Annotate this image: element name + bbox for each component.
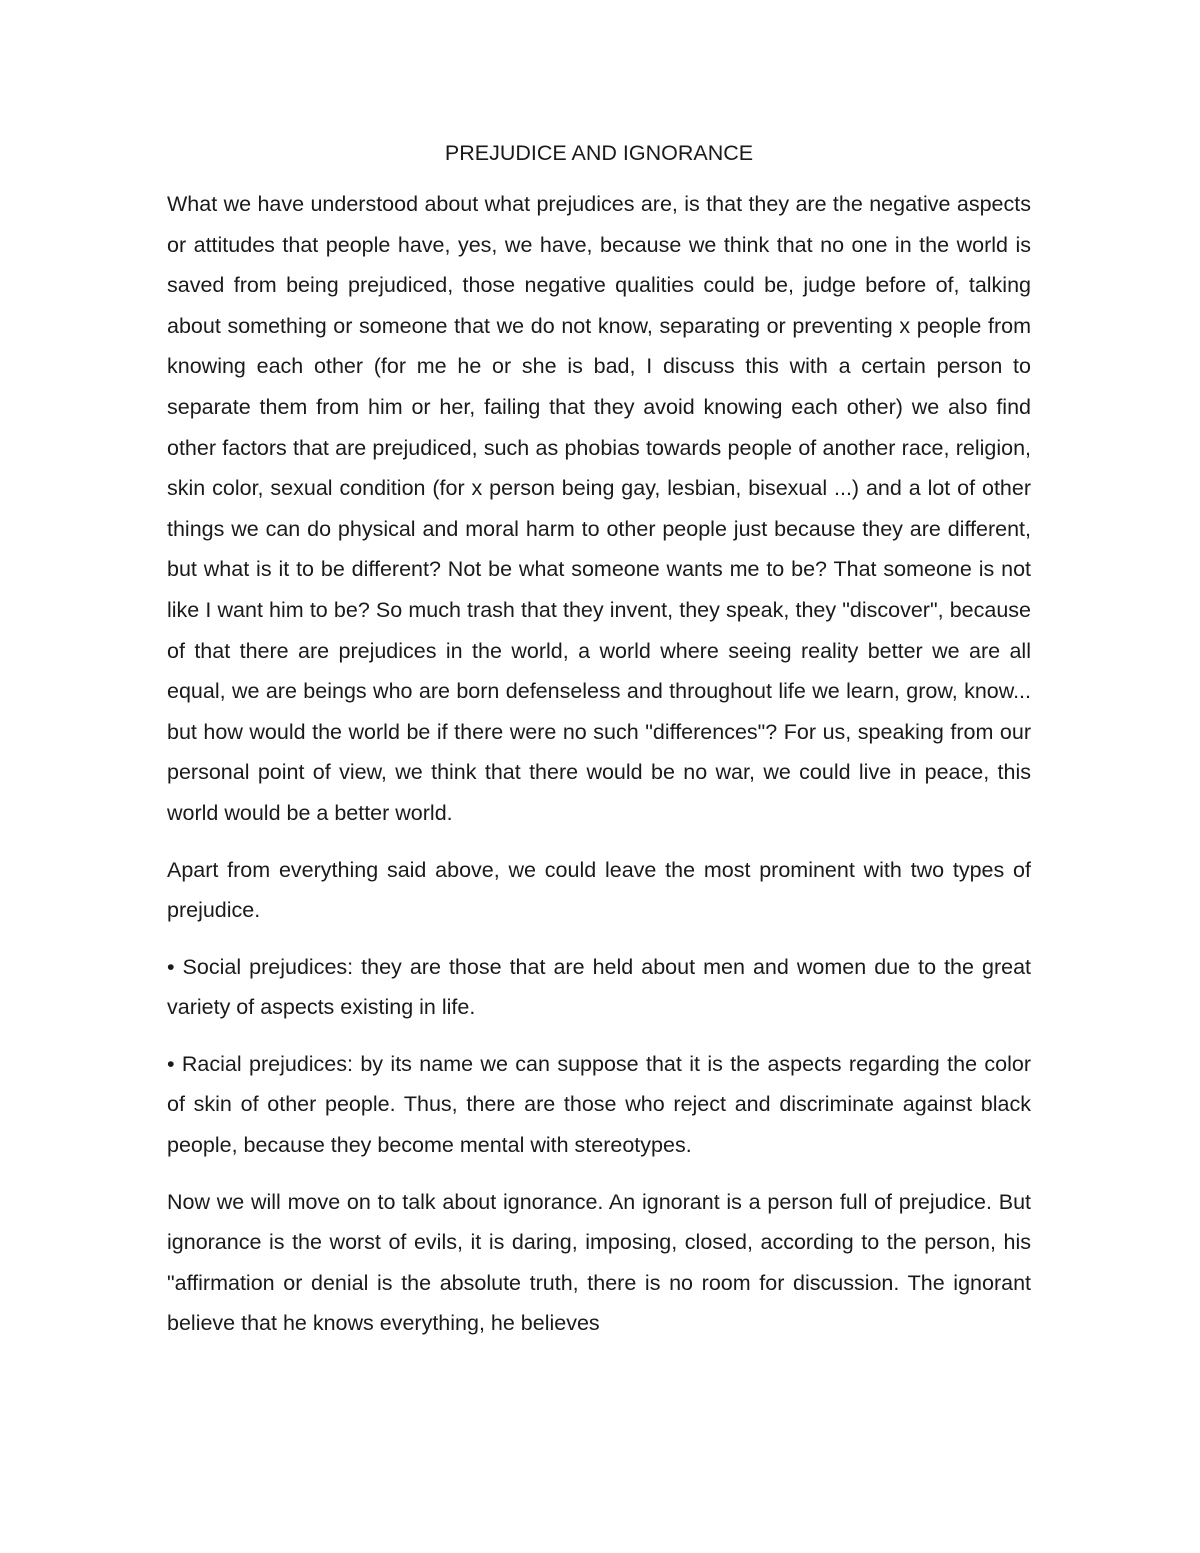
document-title: PREJUDICE AND IGNORANCE bbox=[444, 141, 754, 165]
paragraph-types-intro: Apart from everything said above, we could leave the most prominent with two types of prejudice. bbox=[167, 857, 1031, 923]
document-body bbox=[167, 138, 1031, 1344]
paragraph-ignorance: Now we will move on to talk about ignorance. An ignorant is a person full of prejudice. But ignorance is the worst of evils, it is daring, imposing, closed, according to the person, his "affirmation or denial is the absolute truth, there is no room for discussion. The ignorant believe that he knows everything, he believes bbox=[167, 1189, 1031, 1336]
bullet-racial-prejudices: • Racial prejudices: by its name we can suppose that it is the aspects regarding the color of skin of other people. Thus, there are those who reject and discriminate against black people, because they become mental with stereotypes. bbox=[167, 1051, 1031, 1158]
bullet-social-prejudices: • Social prejudices: they are those that are held about men and women due to the great variety of aspects existing in life. bbox=[167, 954, 1031, 1020]
paragraph-prejudice-definition: What we have understood about what prejudices are, is that they are the negative aspects or attitudes that people have, yes, we have, because we think that no one in the world is saved from being prejudiced, those negative qualities could be, judge before of, talking about something or someone that we do not know, separating or preventing x people from knowing each other (for me he or she is bad, I discuss this with a certain person to separate them from him or her, failing that they avoid knowing each other) we also find other factors that are prejudiced, such as phobias towards people of another race, religion, skin color, sexual condition (for x person being gay, lesbian, bisexual ...) and a lot of other things we can do physical and moral harm to other people just because they are different, but what is it to be different? Not be what someone wants me to be? That someone is not like I want him to be? So much trash that they invent, they speak, they "discover", because of that there are prejudices in the world, a world where seeing reality better we are all equal, we are beings who are born defenseless and throughout life we learn, grow, know... but how would the world be if there were no such "differences"? For us, speaking from our personal point of view, we think that there would be no war, we could live in peace, this world would be a better world. bbox=[167, 192, 1031, 825]
